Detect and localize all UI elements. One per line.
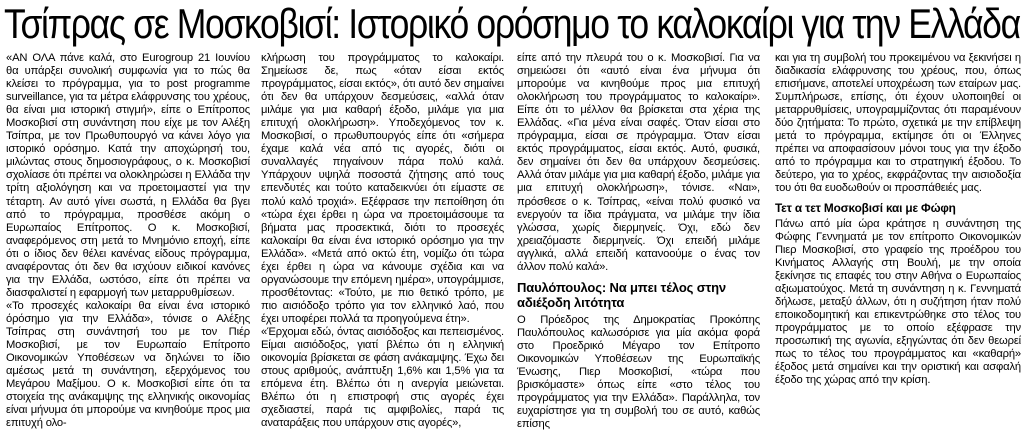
subheading-fofi: Τετ α τετ Μοσκοβισί και με Φώφη xyxy=(775,200,956,215)
text-column-1 xyxy=(6,52,250,430)
paragraph: «Έρχομαι εδώ, όντας αισιόδοξος και πεπεισμένος. Είμαι αισιόδοξος, γιατί βλέπω ότι η ελληνική οικονομία βρίσκεται σε φάση ανάκαμψης. Έχω δει στους αριθμούς, ανάπτυξη 1,6% και 1,5% για τα επόμενα έτη. Βλέπω ότι η ανεργία μειώνεται. Βλέπω ότι η επιστροφή στις αγορές έχει σχεδιαστεί, παρά τις αμφιβολίες, παρά τις αναταράξεις που υπάρχουν στις αγορές», xyxy=(261,325,504,430)
text-column-3 xyxy=(517,52,760,431)
paragraph: Ο Πρόεδρος της Δημοκρατίας Προκόπης Παυλόπουλος καλωσόρισε για μία ακόμα φορά στο Προεδρικό Μέγαρο τον Επίτροπο Οικονομικών Υποθέσεων της Ευρωπαϊκής Ένωσης, Πιερ Μοσκοβισί, «τώρα που βρισκόμαστε» όπως είπε «στο τέλος του προγράμματος για την Ελλάδα». Παράλληλα, τον ευχαρίστησε για τη συμβολή του σε αυτό, καθώς επίσης xyxy=(517,313,760,431)
text-column-4 xyxy=(775,52,1021,414)
text-column-2 xyxy=(261,52,504,430)
paragraph: Πάνω από μία ώρα κράτησε η συνάντηση της Φώφης Γεννηματά με τον επίτροπο Οικονομικών Πιερ Μοσκοβισί, στο γραφείο της προέδρου του Κινήματος Αλλαγής στη Βουλή, με την οποία ξεκίνησε τις επαφές του στην Αθήνα ο Ευρωπαίος αξιωματούχος. Μετά τη συνάντηση η κ. Γεννηματά δήλωσε, μεταξύ άλλων, ότι η συζήτηση ήταν πολύ εποικοδομητική και επικεντρώθηκε στο τέλος του προγράμματος με το οποίο εξέφρασε την προσωπική της αγωνία, εξηγώντας ότι δεν θεωρεί πως το τέλος του προγράμματος και «καθαρή» έξοδος μετά σημαίνει και την οριστική και ασφαλή έξοδο της χώρας από την κρίση. xyxy=(775,217,1021,387)
article-headline: Τσίπρας σε Μοσκοβισί: Ιστορικό ορόσημο το καλοκαίρι για την Ελλάδα xyxy=(4,0,1020,47)
subheading-pavlopoulos: Παυλόπουλος: Να μπει τέλος στην αδιέξοδη λιτότητα xyxy=(517,279,726,310)
paragraph: «Το προσεχές καλοκαίρι θα είναι ένα ιστορικό όρόσημο για την Ελλάδα», τόνισε ο Αλέξης Τσίπρας στη συνάντησή του με τον Πιέρ Μοσκοβισί, με τον Ευρωπαίο Επίτροπο Οικονομικών Υποθέσεων να δηλώνει το ίδιο αμέσως μετά τη συνάντηση, εξερχόμενος του Μεγάρου Μαξίμου. Ο κ. Μοσκοβισί είπε ότι τα στοιχεία της ανάκαμψης της ελληνικής οικονομίας είναι μήνυμα ότι μπορούμε να κινηθούμε προς μια επιτυχή ολο- xyxy=(6,299,250,430)
paragraph: «ΑΝ ΟΛΑ πάνε καλά, στο Eurogroup 21 Ιουνίου θα υπάρξει συνολική συμφωνία για το πώς θα κλείσει το πρόγραμμα, για το post programme surveillance, για τα μέτρα ελάφρυνσης του χρέους, θα είναι μια ιστορική στιγμή», είπε ο Επίτροπος Μοσκοβισί στη συνάντηση που είχε με τον Αλέξη Τσίπρα, με τον Πρωθυπουργό να κάνει λόγο για ιστορικό ορόσημο. Κατά την αποχώρησή του, μιλώντας στους δημοσιογράφους, ο κ. Μοσκοβισί σχολίασε ότι πρέπει να ολοκληρώσει η Ελλάδα την τρίτη αξιολόγηση και να προετοιμαστεί για την τέταρτη. Αν αυτό γίνει σωστά, η Ελλάδα θα βγει από το πρόγραμμα, προσθέσε ακόμη ο Ευρωπαίος Επίτροπος. Ο κ. Μοσκοβισί, αναφερόμενος στη μετά το Μνημόνιο εποχή, είπε ότι ο ίδιος δεν θέλει κανένας είδους πρόγραμμα, αναφέροντας ότι δεν θα ισχύουν ειδικοί κανόνες για την Ελλάδα, ωστόσο, είπε ότι πρέπει να διασφαλιστεί η εφαρμογή των μεταρρυθμίσεων. xyxy=(6,52,250,299)
paragraph: κλήρωση του προγράμματος το καλοκαίρι. Σημείωσε δε, πως «όταν είσαι εκτός προγράμματος, είσαι εκτός», ότι αυτό δεν σημαίνει ότι δεν θα υπάρχουν δεσμεύσεις, «αλλά όταν μιλάμε για μια καθαρή έξοδο, μιλάμε για μια επιτυχή ολοκλήρωση». Υποδεχόμενος τον κ. Μοσκοβισί, ο πρωθυπουργός είπε ότι «σήμερα έχαμε καλά νέα από τις αγορές, διότι οι συναλλαγές πηγαίνουν πάρα πολύ καλά. Υπάρχουν υψηλά ποσοστά ζήτησης από τους επενδυτές και τούτο καταδεικνύει ότι είμαστε σε πολύ καλό τροχιά». Εξέφρασε την πεποίθηση ότι «τώρα έχει έρθει η ώρα να προετοιμάσουμε τα βήματα μας προσεκτικά, διότι το προσεχές καλοκαίρι θα είναι ένα ιστορικό ορόσημο για την Ελλάδα». «Μετά από οκτώ έτη, νομίζω ότι τώρα έχει έρθει η ώρα να κάνουμε σχέδια και να οργανώσουμε την επόμενη ημέρα», υπογράμμισε, προσθέτοντας: «Τούτο, με πιο θετικό τρόπο, με πιο αισιόδοξο τρόπο για τον ελληνικό λαό, που έχει υποφέρει πολλά τα προηγούμενα έτη». xyxy=(261,52,504,325)
paragraph: είπε από την πλευρά του ο κ. Μοσκοβισί. Για να σημειώσει ότι «αυτό είναι ένα μήνυμα ότι μπορούμε να κινηθούμε προς μια επιτυχή ολοκλήρωση του προγράμματος το καλοκαίρι». Είπε ότι το μέλλον θα βρίσκεται στα χέρια της Ελλάδας. «Για μένα είναι σαφές. Όταν είσαι στο πρόγραμμα, είσαι σε πρόγραμμα. Όταν είσαι εκτός προγράμματος, είσαι εκτός. Αυτό, φυσικά, δεν σημαίνει ότι δεν θα υπάρχουν δεσμεύσεις. Αλλά όταν μιλάμε για μια καθαρή έξοδο, μιλάμε για μια επιτυχή ολοκλήρωση», τόνισε. «Ναι», πρόσθεσε ο κ. Τσίπρας, «είναι πολύ φυσικό να ενεργούν τα ίδια πράγματα, να μιλάμε την ίδια γλώσσα, χωρίς διερμηνείς. Όχι, εδώ δεν χρειαζόμαστε διερμηνείς. Όχι επειδή μιλάμε αγγλικά, αλλά επειδή κατανοούμε ο ένας τον άλλον πολύ καλά». xyxy=(517,52,760,273)
paragraph: και για τη συμβολή του προκειμένου να ξεκινήσει η διαδικασία ελάφρυνσης του χρέους, που, όπως επισήμανε, αποτελεί υποχρέωση των εταίρων μας. Συμπλήρωσε, επίσης, ότι έχουν υλοποιηθεί οι μεταρρυθμίσεις, υπογραμμίζοντας ότι παραμένουν δύο ζητήματα: Το πρώτο, σχετικά με την επίβλεψη μετά το πρόγραμμα, εκτίμησε ότι οι Έλληνες πρέπει να αποφασίσουν μόνοι τους για την έξοδο από το πρόγραμμα και το στρατηγική έξοδου. Το δεύτερο, για το χρέος, εκφράζοντας την αισιοδοξία του ότι θα ευοδωθούν οι προσπάθειές μας. xyxy=(775,52,1021,195)
